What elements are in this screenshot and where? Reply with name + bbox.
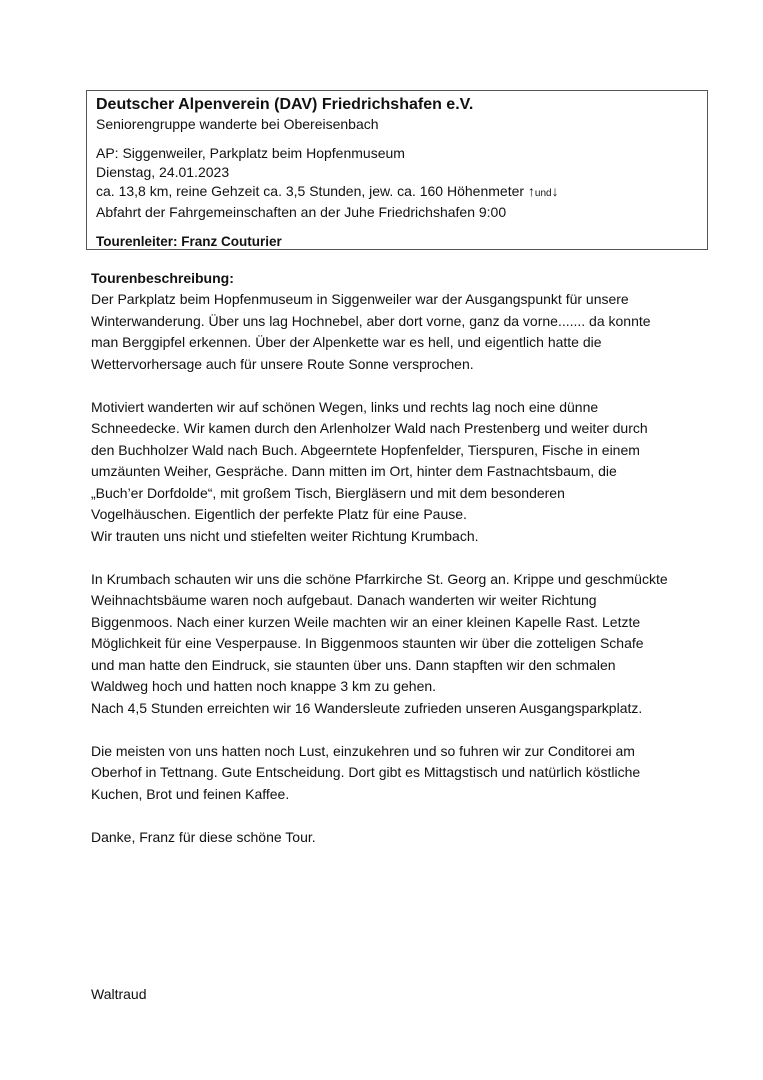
description-heading: Tourenbeschreibung:: [91, 270, 234, 286]
tour-distance: ca. 13,8 km, reine Gehzeit ca. 3,5 Stunden, jew. ca. 160 Höhenmeter: [96, 183, 528, 199]
paragraph-line: man Berggipfel erkennen. Über der Alpenkette war es hell, und eigentlich hatte die: [91, 334, 602, 350]
paragraph-line: und man hatte den Eindruck, sie staunten über uns. Dann stapften wir den schmalen: [91, 656, 616, 673]
paragraph-line: Weihnachtsbäume waren noch aufgebaut. Danach wanderten wir weiter Richtung: [91, 592, 597, 608]
paragraph-line: Nach 4,5 Stunden erreichten wir 16 Wandersleute zufrieden unseren Ausgangsparkplatz.: [91, 699, 643, 716]
tour-date: Dienstag, 24.01.2023: [96, 164, 230, 180]
paragraph-line: Winterwanderung. Über uns lag Hochnebel, aber dort vorne, ganz da vorne....... da konnte: [91, 312, 651, 329]
tour-distance-line: [96, 182, 699, 203]
tour-description: [91, 268, 691, 870]
paragraph-line: In Krumbach schauten wir uns die schöne Pfarrkirche St. Georg an. Krippe und geschmückte: [91, 570, 668, 587]
description-paragraph: [91, 569, 691, 720]
paragraph-line: „Buch’er Dorfdolde“, mit großem Tisch, Biergläsern und mit dem besonderen: [91, 484, 565, 501]
organization-title: Deutscher Alpenverein (DAV) Friedrichshafen e.V.: [96, 96, 474, 113]
paragraph-line: umzäunten Weiher, Gespräche. Dann mitten im Ort, hinter dem Fastnachtsbaum, die: [91, 463, 617, 479]
arrow-up-icon: ↑: [527, 183, 535, 199]
description-paragraph: [91, 397, 691, 548]
tour-info-box: [86, 90, 708, 250]
paragraph-line: Kuchen, Brot und feinen Kaffee.: [91, 785, 290, 802]
paragraph-line: Waldweg hoch und hatten noch knappe 3 km zu gehen.: [91, 678, 437, 694]
paragraph-line: Motiviert wanderten wir auf schönen Wegen, links und rechts lag noch eine dünne: [91, 398, 599, 415]
report-subtitle: Seniorengruppe wanderte bei Obereisenbach: [96, 116, 379, 132]
paragraph-line: Biggenmoos. Nach einer kurzen Weile machten wir an einer kleinen Kapelle Rast. Letzte: [91, 613, 641, 630]
arrow-down-icon: ↓: [551, 183, 559, 199]
paragraph-line: Die meisten von uns hatten noch Lust, einzukehren und so fuhren wir zur Conditorei am: [91, 742, 635, 759]
und-label: und: [534, 188, 552, 199]
paragraph-line: Schneedecke. Wir kamen durch den Arlenholzer Wald nach Prestenberg und weiter durch: [91, 420, 648, 436]
description-body: [91, 289, 691, 848]
paragraph-line: Möglichkeit für eine Vesperpause. In Biggenmoos staunten wir über die zotteligen Schafe: [91, 635, 644, 651]
description-paragraph: [91, 289, 691, 375]
paragraph-line: Wettervorhersage auch für unsere Route Sonne versprochen.: [91, 355, 474, 372]
paragraph-line: Wir trauten uns nicht und stiefelten weiter Richtung Krumbach.: [91, 527, 479, 544]
author-name: Waltraud: [91, 986, 147, 1002]
paragraph-line: Danke, Franz für diese schöne Tour.: [91, 828, 316, 845]
departure-info: Abfahrt der Fahrgemeinschaften an der Juhe Friedrichshafen 9:00: [96, 204, 507, 220]
paragraph-line: den Buchholzer Wald nach Buch. Abgeerntete Hopfenfelder, Tierspuren, Fische in einem: [91, 441, 640, 458]
paragraph-line: Oberhof in Tettnang. Gute Entscheidung. Dort gibt es Mittagstisch und natürlich köstliche: [91, 764, 641, 780]
tour-leader: Tourenleiter: Franz Couturier: [96, 234, 282, 249]
description-paragraph: [91, 827, 691, 849]
description-paragraph: [91, 741, 691, 806]
paragraph-line: Der Parkplatz beim Hopfenmuseum in Siggenweiler war der Ausgangspunkt für unsere: [91, 291, 629, 307]
paragraph-line: Vogelhäuschen. Eigentlich der perfekte Platz für eine Pause.: [91, 506, 467, 522]
start-point: AP: Siggenweiler, Parkplatz beim Hopfenmuseum: [96, 145, 405, 161]
